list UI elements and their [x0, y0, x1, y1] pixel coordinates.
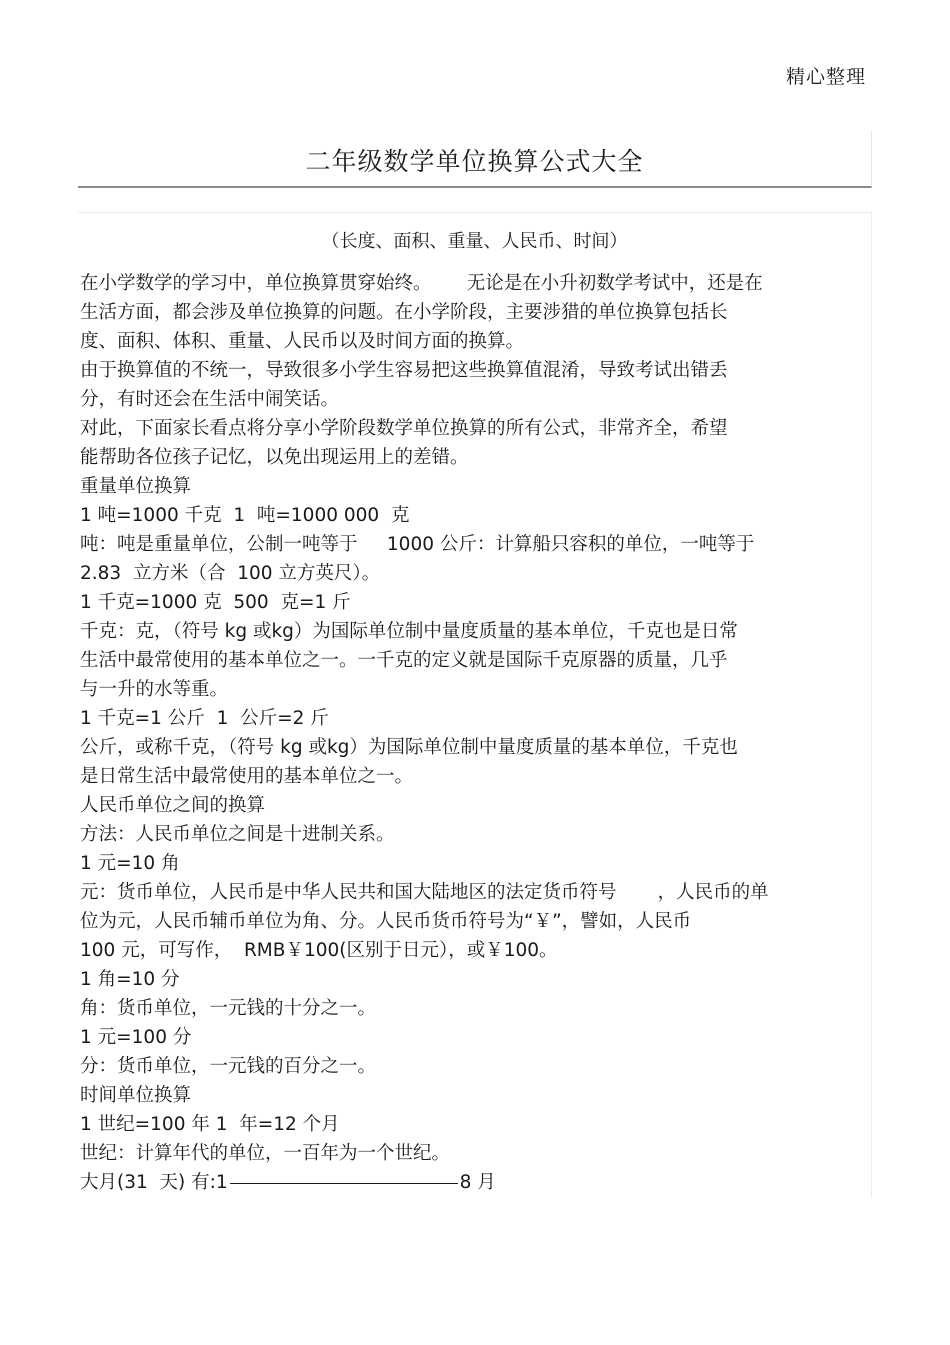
document-body [80, 269, 870, 1197]
section-heading-currency: 人民币单位之间的换算 [80, 795, 266, 816]
text-line-months [80, 1168, 870, 1197]
text-line: 1 角=10 分 [80, 969, 180, 990]
section-heading-weight: 重量单位换算 [80, 476, 192, 497]
text-line: 度、面积、体积、重量、人民币以及时间方面的换算。 [80, 331, 525, 352]
text-line: 吨：吨是重量单位，公制一吨等于 1000 公斤：计算船只容积的单位，一吨等于 [80, 534, 755, 555]
title-box [78, 130, 872, 188]
text-line: 100 元，可写作， RMB￥100(区别于日元），或￥100。 [80, 940, 558, 961]
text-line: 分，有时还会在生活中闹笑话。 [80, 389, 340, 410]
text-line: 在小学数学的学习中，单位换算贯穿始终。 无论是在小升初数学考试中，还是在 [80, 273, 763, 294]
text-line: 2.83 立方米（合 100 立方英尺）。 [80, 563, 381, 584]
document-subtitle: （长度、面积、重量、人民币、时间） [321, 231, 628, 252]
text-line: 能帮助各位孩子记忆，以免出现运用上的差错。 [80, 447, 469, 468]
text-line: 世纪：计算年代的单位，一百年为一个世纪。 [80, 1143, 451, 1164]
text-line: 生活中最常使用的基本单位之一。一千克的定义就是国际千克原器的质量，几乎 [80, 650, 728, 671]
text-line: 1 千克=1 公斤 1 公斤=2 斤 [80, 708, 329, 729]
text-line: 角：货币单位，一元钱的十分之一。 [80, 998, 377, 1019]
text-line: 对此，下面家长看点将分享小学阶段数学单位换算的所有公式，非常齐全，希望 [80, 418, 728, 439]
text-line: 公斤，或称千克，（符号 kg 或kg）为国际单位制中量度质量的基本单位，千克也 [80, 737, 738, 758]
months-start: 大月(31 天) 有:1 [80, 1172, 228, 1193]
months-end: 8 月 [459, 1172, 496, 1193]
text-line: 位为元，人民币辅币单位为角、分。人民币货币符号为“￥”，譬如，人民币 [80, 911, 692, 932]
text-line: 1 吨=1000 千克 1 吨=1000 000 克 [80, 505, 410, 526]
text-line: 与一升的水等重。 [80, 679, 229, 700]
document-title: 二年级数学单位换算公式大全 [305, 147, 644, 176]
text-line: 1 世纪=100 年 1 年=12 个月 [80, 1114, 340, 1135]
text-line: 千克：克，（符号 kg 或kg）为国际单位制中量度质量的基本单位，千克也是日常 [80, 621, 738, 642]
text-line: 是日常生活中最常使用的基本单位之一。 [80, 766, 414, 787]
text-line: 1 元=100 分 [80, 1027, 192, 1048]
section-heading-time: 时间单位换算 [80, 1085, 192, 1106]
text-line: 1 千克=1000 克 500 克=1 斤 [80, 592, 351, 613]
text-line: 生活方面，都会涉及单位换算的问题。在小学阶段，主要涉猎的单位换算包括长 [80, 302, 728, 323]
text-line: 元：货币单位，人民币是中华人民共和国大陆地区的法定货币符号 ，人民币的单 [80, 882, 769, 903]
text-line: 分：货币单位，一元钱的百分之一。 [80, 1056, 377, 1077]
text-line: 方法：人民币单位之间是十进制关系。 [80, 824, 395, 845]
text-line: 1 元=10 角 [80, 853, 180, 874]
text-line: 由于换算值的不统一，导致很多小学生容易把这些换算值混淆，导致考试出错丢 [80, 360, 728, 381]
dash-line [230, 1183, 458, 1184]
header-note: 精心整理 [785, 66, 866, 88]
